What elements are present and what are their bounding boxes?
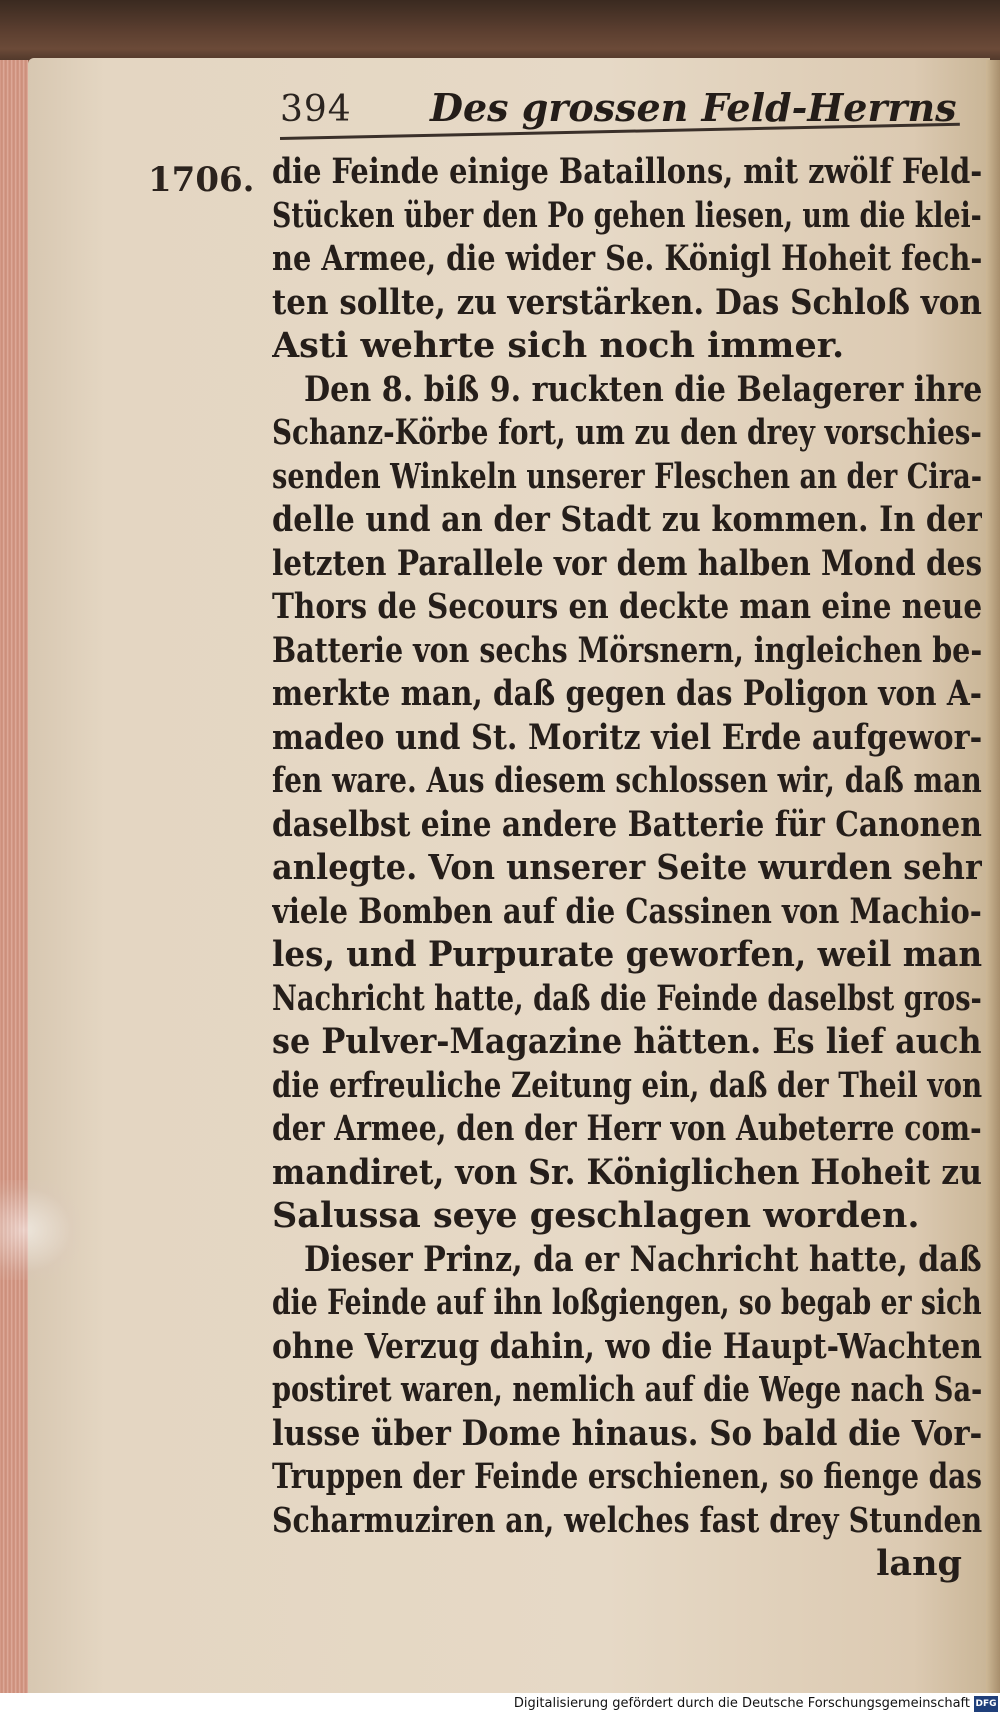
text-line: lusse über Dome hinaus. So bald die Vor- xyxy=(272,1412,982,1454)
text-line: Thors de Secours en deckte man eine neue xyxy=(272,586,982,627)
text-line: fen ware. Aus diesem schlossen wir, daß man xyxy=(272,760,982,801)
text-line: Scharmuziren an, welches fast drey Stunden xyxy=(272,1499,982,1541)
footer-bar xyxy=(0,1693,1000,1717)
footer-credit: Digitalisierung gefördert durch die Deutsche Forschungsgemeinschaft xyxy=(513,1696,970,1711)
text-line: madeo und St. Moritz viel Erde aufgewor- xyxy=(272,716,982,758)
catchword: lang xyxy=(876,1543,962,1584)
text-line: letzten Parallele vor dem halben Mond des xyxy=(272,542,982,584)
margin-year: 1706. xyxy=(148,160,255,200)
text-line: Batterie von sechs Mörsnern, ingleichen be- xyxy=(272,629,982,671)
text-line: Schanz-Körbe fort, um zu den drey vorschies- xyxy=(272,412,982,453)
text-line: viele Bomben auf die Cassinen von Machio- xyxy=(272,890,982,932)
text-line: die erfreuliche Zeitung ein, daß der Theil von xyxy=(272,1064,982,1106)
page-block-edge xyxy=(0,60,30,1700)
text-line: postiret waren, nemlich auf die Wege nach Sa- xyxy=(272,1369,982,1410)
text-line: delle und an der Stadt zu kommen. In der xyxy=(272,499,982,540)
text-line: senden Winkeln unserer Fleschen an der Cira- xyxy=(272,455,982,497)
text-line: merkte man, daß gegen das Poligon von A- xyxy=(272,673,982,714)
page-header xyxy=(280,85,970,145)
text-line: die Feinde auf ihn loßgiengen, so begab er sich xyxy=(272,1282,982,1323)
running-title: Des grossen Feld-Herrns xyxy=(430,85,957,130)
right-page-edge xyxy=(986,60,1000,1700)
text-line: se Pulver-Magazine hätten. Es lief auch xyxy=(272,1021,982,1062)
text-line: ohne Verzug dahin, wo die Haupt-Wachten xyxy=(272,1325,982,1367)
text-line: ten sollte, zu verstärken. Das Schloß von xyxy=(272,281,982,323)
text-line: der Armee, den der Herr von Aubeterre com- xyxy=(272,1108,982,1149)
text-line: Stücken über den Po gehen liesen, um die klei- xyxy=(272,194,982,236)
body-text xyxy=(272,150,982,1586)
text-line: Salussa seye geschlagen worden. xyxy=(272,1195,920,1236)
dfg-logo-icon: DFG xyxy=(974,1696,998,1712)
text-line: Truppen der Feinde erschienen, so fienge das xyxy=(272,1456,982,1497)
text-line: Nachricht hatte, daß die Feinde daselbst gros- xyxy=(272,977,982,1019)
text-line: ne Armee, die wider Se. Königl Hoheit fech- xyxy=(272,238,982,279)
text-line: Asti wehrte sich noch immer. xyxy=(272,325,845,366)
text-line: les, und Purpurate geworfen, weil man xyxy=(272,934,982,975)
text-line: daselbst eine andere Batterie für Canonen xyxy=(272,803,982,845)
text-line: Dieser Prinz, da er Nachricht hatte, daß xyxy=(304,1238,982,1280)
text-line: anlegte. Von unserer Seite wurden sehr xyxy=(272,847,982,888)
page-number: 394 xyxy=(280,89,352,130)
text-line: die Feinde einige Bataillons, mit zwölf Feld- xyxy=(272,151,982,192)
text-line: mandiret, von Sr. Königlichen Hoheit zu xyxy=(272,1151,982,1193)
page-curl-highlight xyxy=(0,1180,80,1280)
text-line: Den 8. biß 9. ruckten die Belagerer ihre xyxy=(304,368,982,410)
